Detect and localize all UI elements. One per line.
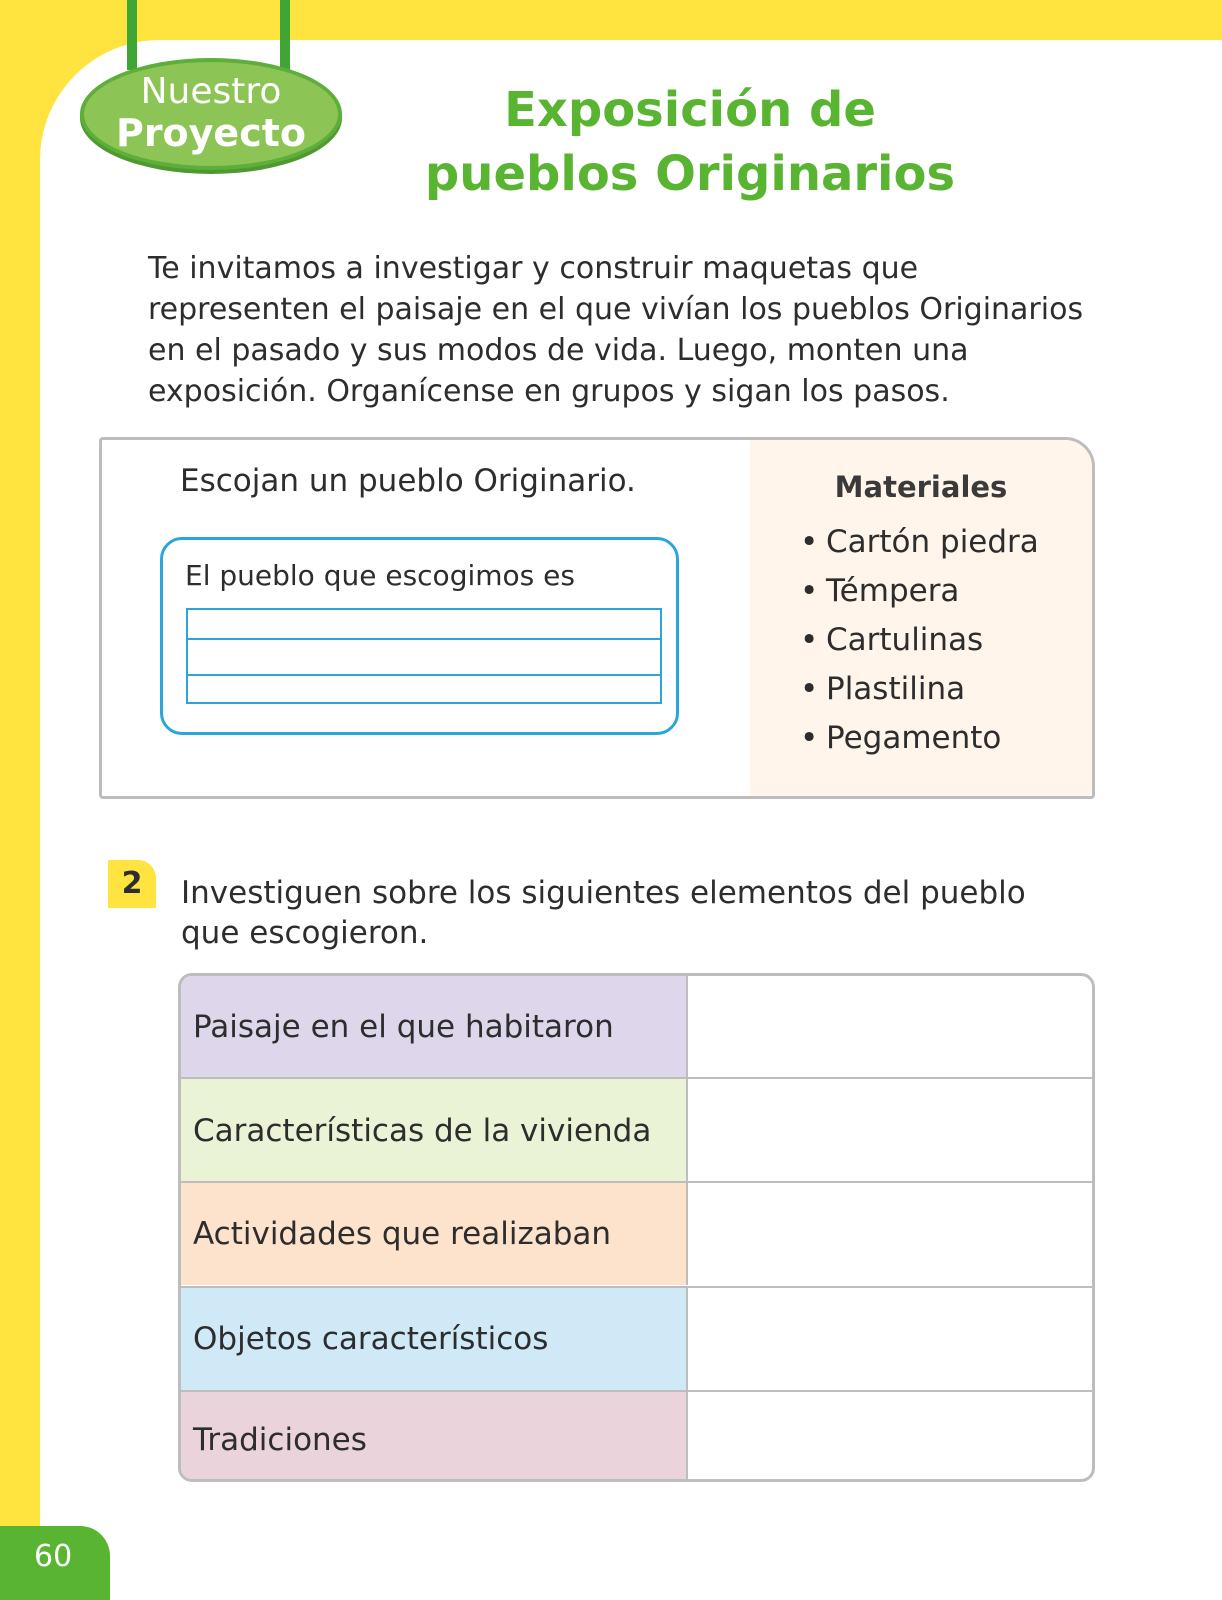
- bullet-icon: •: [800, 524, 819, 560]
- answer-label: El pueblo que escogimos es: [185, 559, 575, 592]
- materials-title: Materiales: [834, 470, 1008, 504]
- badge-hanger-right: [280, 0, 290, 70]
- table-row: [181, 1286, 1092, 1390]
- row-label: Objetos característicos: [181, 1288, 686, 1390]
- bullet-icon: •: [800, 573, 819, 609]
- table-row: [181, 976, 1092, 1077]
- row-label: Actividades que realizaban: [181, 1183, 686, 1285]
- row-answer-cell[interactable]: [686, 976, 1092, 1077]
- step-1-box: [99, 437, 1095, 799]
- materials-item-label: Pegamento: [826, 720, 1002, 756]
- materials-item: [800, 665, 1039, 714]
- step-2-number: 2: [108, 860, 156, 908]
- materials-item-label: Plastilina: [826, 671, 966, 707]
- materials-item-label: Cartulinas: [826, 622, 984, 658]
- writing-line: [188, 638, 660, 640]
- writing-line: [188, 674, 660, 676]
- row-label: Paisaje en el que habitaron: [181, 976, 686, 1077]
- materials-item: [800, 616, 1039, 665]
- step-2-instruction-line-1: Investiguen sobre los siguientes elementos del pueblo: [181, 875, 1026, 911]
- chosen-people-answer-box: [160, 537, 679, 735]
- research-table: [178, 973, 1095, 1482]
- step-2-instruction-line-2: que escogieron.: [181, 915, 429, 951]
- table-row: [181, 1077, 1092, 1182]
- row-label: Tradiciones: [181, 1392, 686, 1482]
- row-answer-cell[interactable]: [686, 1183, 1092, 1285]
- page-title-line-2: pueblos Originarios: [424, 146, 956, 202]
- badge-hanger-left: [127, 0, 137, 70]
- row-label: Características de la vivienda: [181, 1079, 686, 1182]
- project-badge: [80, 58, 342, 170]
- writing-lines[interactable]: [186, 608, 662, 704]
- intro-paragraph: Te invitamos a investigar y construir maquetas que representen el paisaje en el que vivían los pueblos Originarios en el pasado y sus modos de vida. Luego, monten una exposición. Organícense en grupos y sigan los pasos.: [148, 251, 1084, 409]
- table-row: [181, 1390, 1092, 1482]
- bullet-icon: •: [800, 622, 819, 658]
- materials-panel: [750, 440, 1092, 796]
- materials-item: [800, 567, 1039, 616]
- bullet-icon: •: [800, 671, 819, 707]
- bullet-icon: •: [800, 720, 819, 756]
- row-answer-cell[interactable]: [686, 1079, 1092, 1182]
- page-title-line-1: Exposición de: [504, 82, 876, 138]
- page-number: 60: [0, 1526, 110, 1600]
- step-1-instruction: Escojan un pueblo Originario.: [180, 463, 636, 499]
- materials-item: [800, 518, 1039, 567]
- row-answer-cell[interactable]: [686, 1288, 1092, 1390]
- materials-list: [800, 518, 1039, 763]
- badge-line-1: Nuestro: [140, 71, 282, 112]
- materials-item-label: Témpera: [826, 573, 960, 609]
- materials-item: [800, 714, 1039, 763]
- materials-item-label: Cartón piedra: [826, 524, 1039, 560]
- row-answer-cell[interactable]: [686, 1392, 1092, 1482]
- badge-line-2: Proyecto: [115, 111, 307, 155]
- table-row: [181, 1181, 1092, 1285]
